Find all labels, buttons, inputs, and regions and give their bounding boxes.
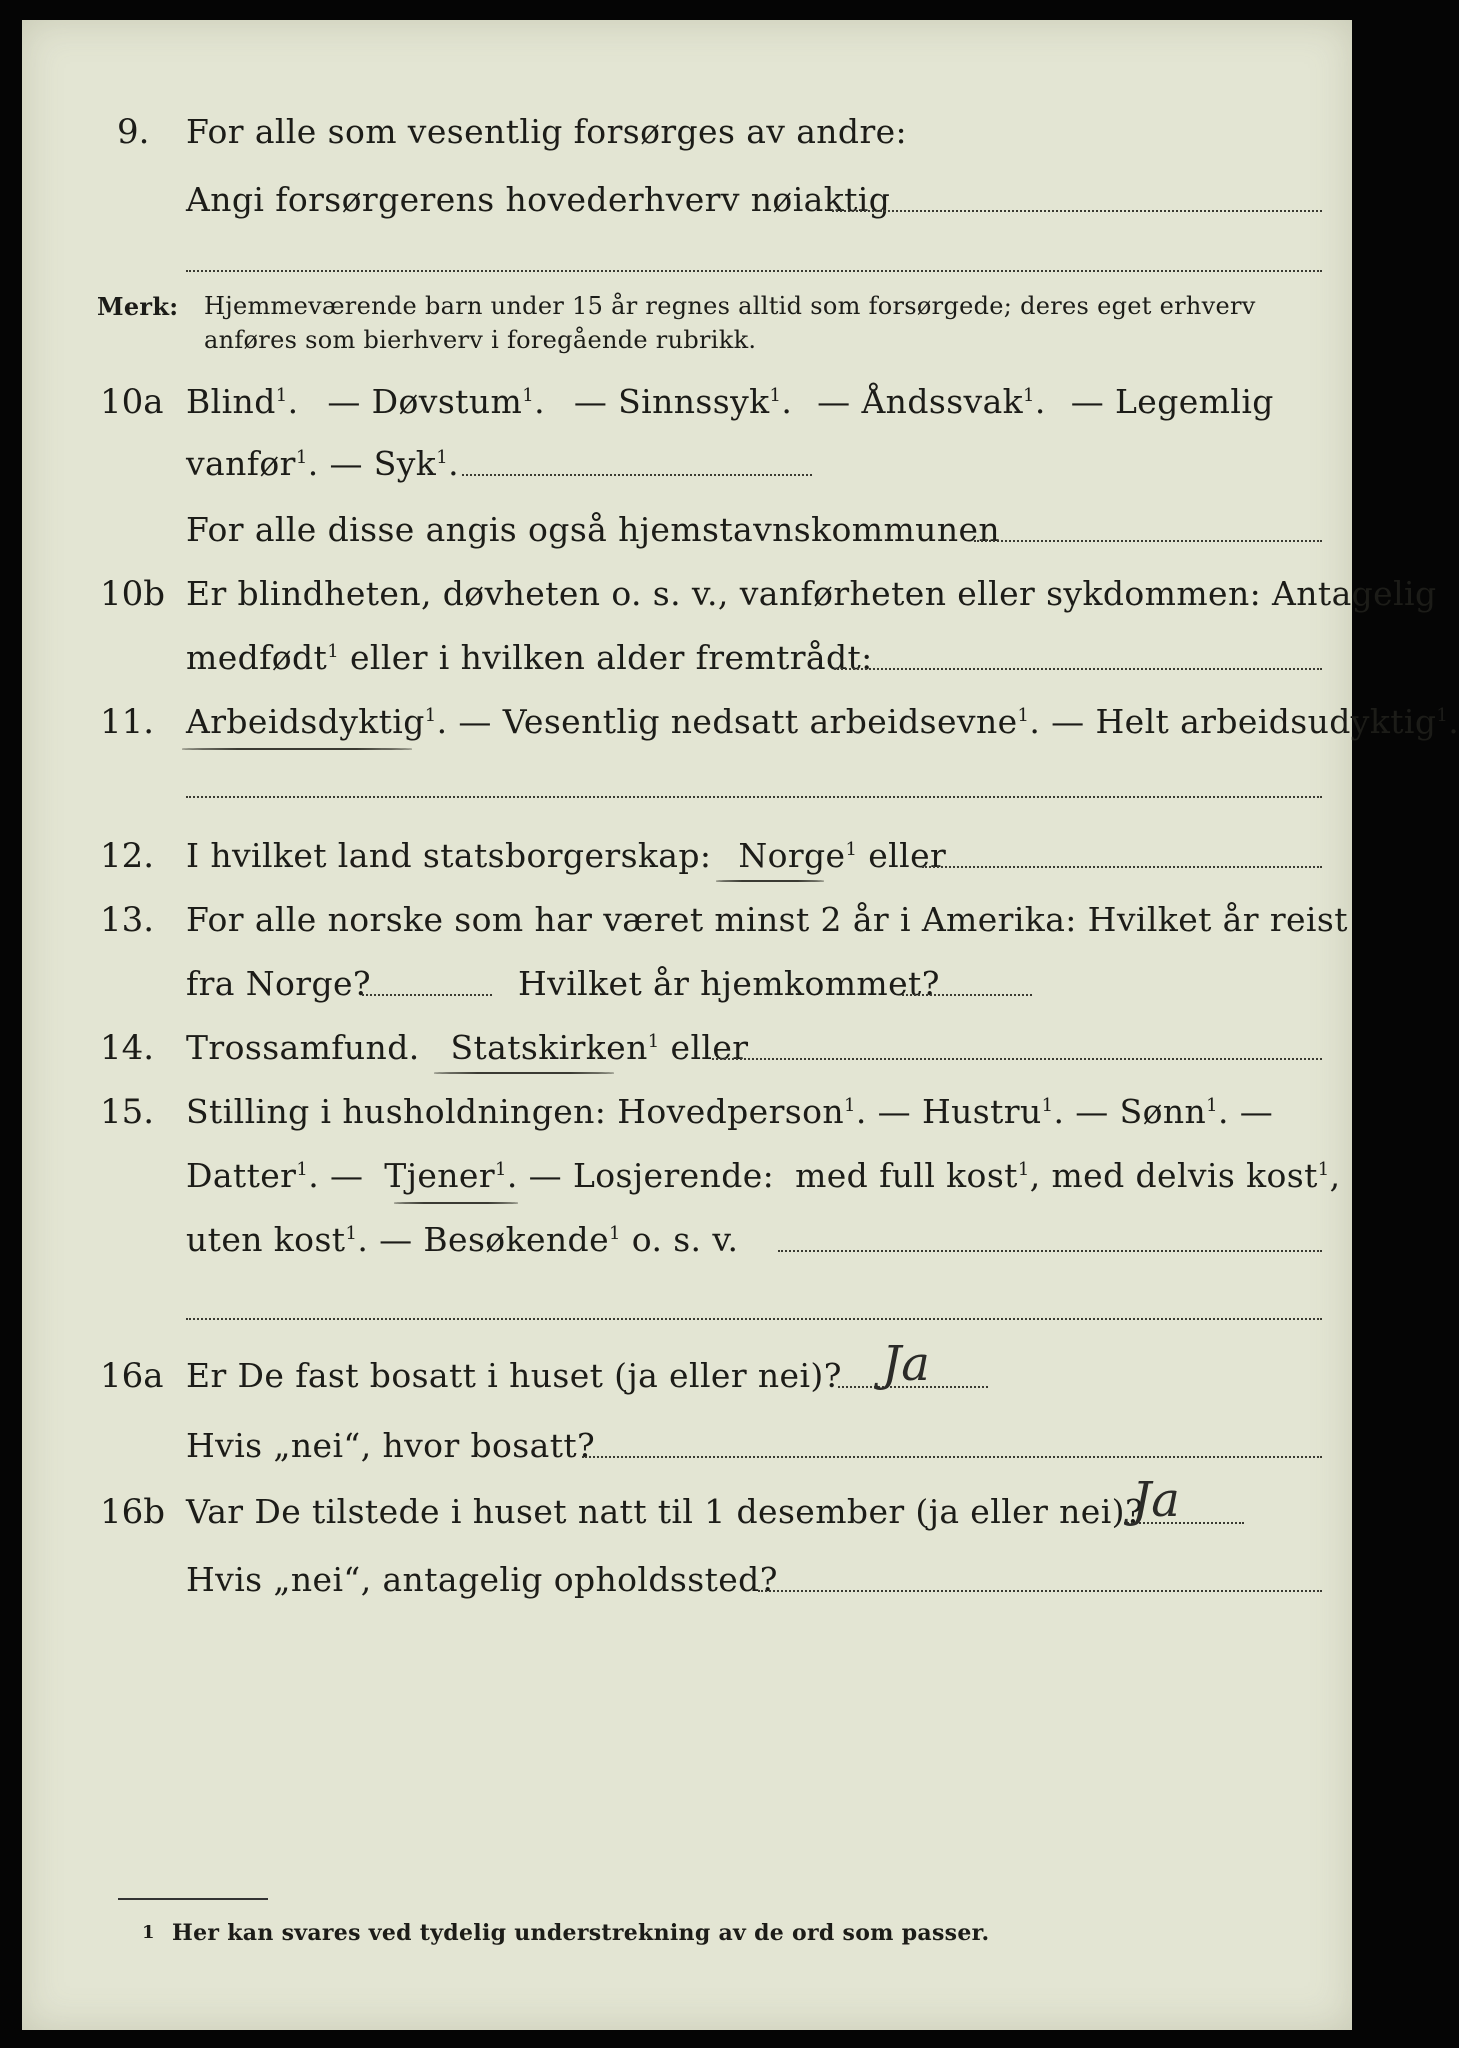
footnote-rule <box>118 1898 268 1900</box>
q13-fra: fra Norge? <box>186 964 372 1003</box>
q16b-opholdssted-line[interactable] <box>758 1590 1322 1592</box>
option-tjener[interactable]: Tjener <box>384 1156 496 1195</box>
q13-line1: For alle norske som har været minst 2 år i Amerika: Hvilket år reist <box>186 900 1348 939</box>
q16b-handwritten-answer[interactable]: Ja <box>1132 1472 1180 1528</box>
q14-answer-line[interactable] <box>712 1058 1322 1060</box>
option-blind[interactable]: Blind <box>186 382 276 421</box>
option-losjerende[interactable]: . — Losjerende: <box>506 1156 775 1195</box>
question-number-9: 9. <box>117 112 150 152</box>
question-number-13: 13. <box>100 900 155 940</box>
option-nedsatt[interactable]: . — Vesentlig nedsatt arbeidsevne <box>436 702 1018 741</box>
q10b-answer-line[interactable] <box>834 668 1322 670</box>
q11-line: Arbeidsdyktig$^1$. — Vesentlig nedsatt arbeidsevne$^1$. — Helt arbeidsudyktig$^1$. <box>186 702 1459 741</box>
q10a-line3: For alle disse angis også hjemstavnskommunen <box>186 510 1001 549</box>
q16a-bosatt-line[interactable] <box>582 1456 1322 1458</box>
q12-line: I hvilket land statsborgerskap: Norge$^1$ eller <box>186 836 947 875</box>
q16b-line2: Hvis „nei“, antagelig opholdssted? <box>186 1560 778 1599</box>
option-hustru[interactable]: . — Hustru <box>855 1092 1042 1131</box>
question-number-10b: 10b <box>100 574 166 614</box>
q15-line1: Stilling i husholdningen: Hovedperson$^1$. — Hustru$^1$. — Sønn$^1$. — <box>186 1092 1274 1131</box>
q15-line3: uten kost$^1$. — Besøkende$^1$ o. s. v. <box>186 1220 739 1259</box>
option-dovstum[interactable]: — Døvstum <box>327 382 523 421</box>
q15-answer-line[interactable] <box>778 1250 1322 1252</box>
option-statskirken[interactable]: Statskirken <box>450 1028 648 1067</box>
underline-arbeidsdyktig <box>182 748 412 750</box>
option-syk[interactable]: — Syk <box>329 444 437 483</box>
option-sinnssyk[interactable]: — Sinnssyk <box>573 382 770 421</box>
option-datter[interactable]: Datter <box>186 1156 297 1195</box>
q14-line: Trossamfund. Statskirken$^1$ eller <box>186 1028 749 1067</box>
option-uten-kost[interactable]: uten kost <box>186 1220 346 1259</box>
q12-answer-line[interactable] <box>922 866 1322 868</box>
underline-statskirken <box>434 1072 614 1074</box>
option-full-kost[interactable]: med full kost <box>795 1156 1018 1195</box>
q16a-line1: Er De fast bosatt i huset (ja eller nei)? <box>186 1356 842 1395</box>
q10b-line1: Er blindheten, døvheten o. s. v., vanførheten eller sykdommen: Antagelig <box>186 574 1437 613</box>
footnote-text: Her kan svares ved tydelig understrekning av de ord som passer. <box>172 1920 990 1946</box>
q11-answer-line[interactable] <box>186 796 1322 798</box>
option-vanfor[interactable]: vanfør <box>186 444 296 483</box>
option-arbeidsdyktig[interactable]: Arbeidsdyktig <box>186 702 425 741</box>
q10b-line2: medfødt$^1$ eller i hvilken alder fremtrådt: <box>186 638 873 677</box>
q10a-line2: vanfør$^1$. — Syk$^1$. <box>186 444 459 483</box>
question-number-15: 15. <box>100 1092 155 1132</box>
q9-answer-line[interactable] <box>832 210 1322 212</box>
merk-label: Merk: <box>97 292 179 321</box>
underline-tjener <box>394 1202 518 1204</box>
q9-line1: For alle som vesentlig forsørges av andre: <box>186 112 908 151</box>
q13-hjemkommet-line[interactable] <box>902 994 1032 996</box>
option-delvis-kost[interactable]: , med delvis kost <box>1029 1156 1318 1195</box>
option-andssvak[interactable]: — Åndssvak <box>817 382 1024 421</box>
question-number-10a: 10a <box>100 382 164 422</box>
q16a-handwritten-answer[interactable]: Ja <box>882 1336 930 1392</box>
option-medfodt[interactable]: medfødt <box>186 638 328 677</box>
question-number-11: 11. <box>100 702 155 742</box>
underline-norge <box>716 880 824 882</box>
merk-line2: anføres som bierhverv i foregående rubrikk. <box>204 326 757 354</box>
option-sonn[interactable]: . — Sønn <box>1053 1092 1207 1131</box>
q16b-line1: Var De tilstede i huset natt til 1 desember (ja eller nei)? <box>186 1492 1144 1531</box>
option-norge[interactable]: Norge <box>738 836 846 875</box>
question-number-14: 14. <box>100 1028 155 1068</box>
option-helt-udyktig[interactable]: . — Helt arbeidsudyktig <box>1029 702 1437 741</box>
q15-line2: Datter$^1$. — Tjener$^1$. — Losjerende: med full kost$^1$, med delvis kost$^1$, <box>186 1156 1341 1195</box>
question-number-16a: 16a <box>100 1356 164 1396</box>
merk-line1: Hjemmeværende barn under 15 år regnes alltid som forsørgede; deres eget erhverv <box>204 292 1256 320</box>
census-form-page <box>22 20 1459 2030</box>
q16a-line2: Hvis „nei“, hvor bosatt? <box>186 1426 596 1465</box>
q13-reist-line[interactable] <box>362 994 492 996</box>
question-number-12: 12. <box>100 836 155 876</box>
q15-answer-line-2[interactable] <box>186 1318 1322 1320</box>
q10a-kommune-line[interactable] <box>974 540 1322 542</box>
footnote-mark: 1 <box>142 1922 155 1943</box>
q9-answer-line-2[interactable] <box>186 270 1322 272</box>
option-besokende[interactable]: . — Besøkende <box>357 1220 609 1259</box>
q10a-line1: Blind$^1$. — Døvstum$^1$. — Sinnssyk$^1$. — Åndssvak$^1$. — Legemlig <box>186 382 1274 421</box>
question-number-16b: 16b <box>100 1492 166 1532</box>
q9-line2: Angi forsørgerens hovederhverv nøiaktig <box>186 180 891 219</box>
q10a-answer-line[interactable] <box>462 474 812 476</box>
q13-hjem: Hvilket år hjemkommet? <box>518 964 940 1003</box>
option-legemlig[interactable]: — Legemlig <box>1070 382 1274 421</box>
option-hovedperson[interactable]: Stilling i husholdningen: Hovedperson <box>186 1092 845 1131</box>
